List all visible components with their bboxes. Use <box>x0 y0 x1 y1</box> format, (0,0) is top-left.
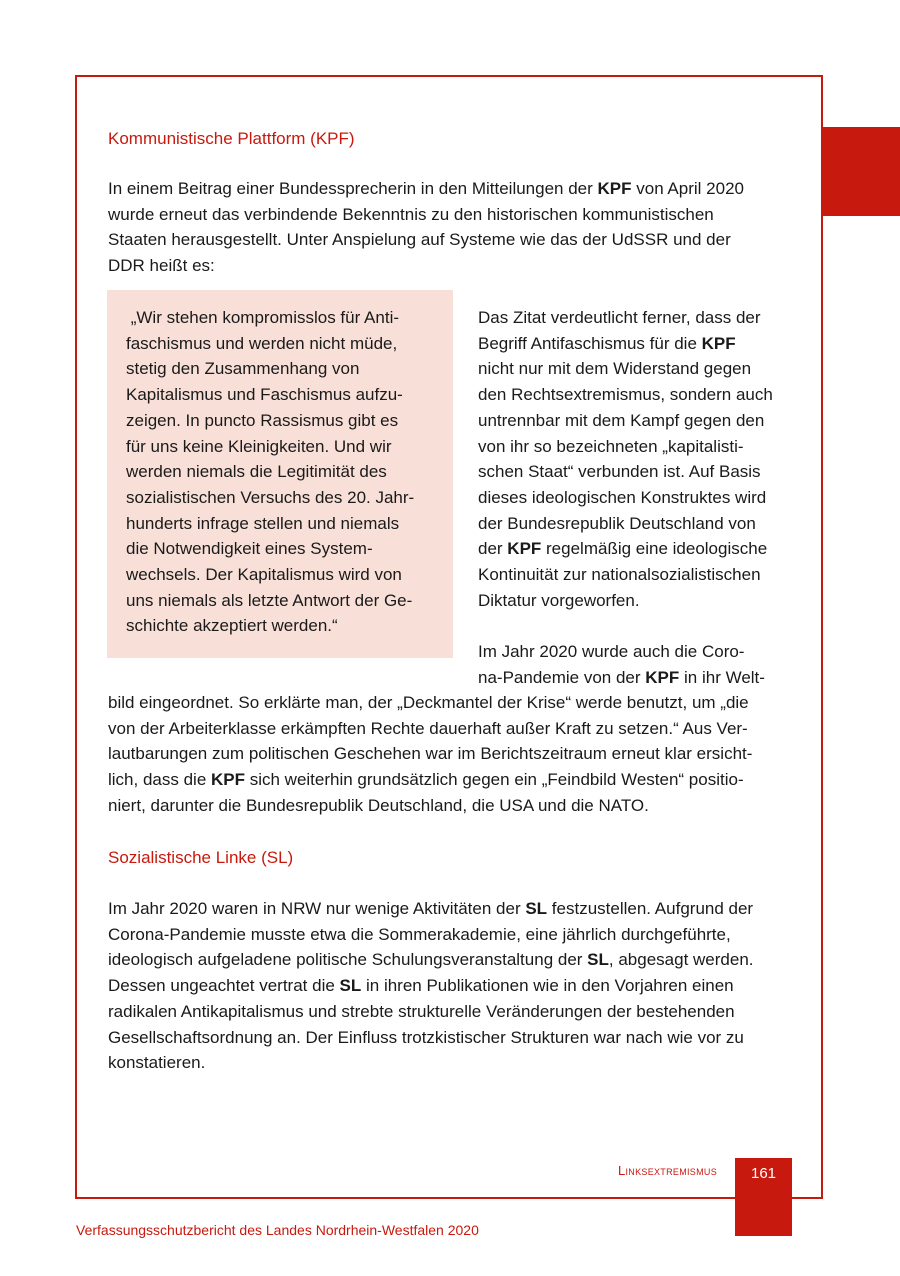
text-line: dieses ideologischen Konstruktes wird <box>478 487 767 507</box>
text-line: Gesellschaftsordnung an. Der Einfluss trotzkistischer Strukturen war nach wie vor zu <box>108 1027 744 1047</box>
section-heading-kpf: Kommunistische Plattform (KPF) <box>108 129 355 148</box>
text-line: uns niemals als letzte Antwort der Ge- <box>126 590 413 610</box>
kpf-right-column-text <box>478 305 803 691</box>
kpf-continuation-paragraph <box>108 690 808 819</box>
text-line: wechsels. Der Kapitalismus wird von <box>126 565 402 585</box>
text-line: Corona-Pandemie musste etwa die Sommerakademie, eine jährlich durchgeführte, <box>108 924 731 944</box>
text-line: stetig den Zusammenhang von <box>126 359 360 379</box>
text-line: schichte akzeptiert werden.“ <box>126 616 338 636</box>
text-line: Das Zitat verdeutlicht ferner, dass der <box>478 308 761 327</box>
text-line: Dessen ungeachtet vertrat die SL in ihren Publikationen wie in den Vorjahren einen <box>108 976 734 996</box>
text-line: lich, dass die KPF sich weiterhin grundsätzlich gegen ein „Feindbild Westen“ positio- <box>108 770 744 790</box>
sl-paragraph <box>108 896 808 1076</box>
text-line: Im Jahr 2020 wurde auch die Coro- <box>478 642 745 662</box>
text-line: Im Jahr 2020 waren in NRW nur wenige Aktivitäten der SL festzustellen. Aufgrund der <box>108 899 754 918</box>
bold-term: KPF <box>597 179 632 198</box>
text-line: von ihr so bezeichneten „kapitalisti- <box>478 436 744 456</box>
page-number: 161 <box>750 1165 777 1182</box>
text-line: wurde erneut das verbindende Bekenntnis zu den historischen kommunistischen <box>108 204 714 224</box>
text-line: die Notwendigkeit eines System- <box>126 539 373 559</box>
text-line <box>478 613 803 639</box>
bold-term: KPF <box>507 539 542 559</box>
text-line: lautbarungen zum politischen Geschehen war im Berichtszeitraum erneut klar ersicht- <box>108 744 753 764</box>
bold-term: SL <box>525 899 548 918</box>
text-line: Diktatur vorgeworfen. <box>478 590 640 610</box>
footer-section-label: Linksextremismus <box>617 1163 717 1178</box>
text-line: Kontinuität zur nationalsozialistischen <box>478 565 761 585</box>
text-line: bild eingeordnet. So erklärte man, der „Deckmantel der Krise“ werde benutzt, um „die <box>108 693 749 712</box>
text-line: „Wir stehen kompromisslos für Anti- <box>126 308 400 327</box>
footer-report-title: Verfassungsschutzbericht des Landes Nordrhein-Westfalen 2020 <box>76 1222 479 1238</box>
text-line: Staaten herausgestellt. Unter Anspielung auf Systeme wie das der UdSSR und der <box>108 230 731 250</box>
text-line: konstatieren. <box>108 1053 206 1073</box>
text-line: faschismus und werden nicht müde, <box>126 333 398 353</box>
text-line: untrennbar mit dem Kampf gegen den <box>478 410 765 430</box>
text-line: niert, darunter die Bundesrepublik Deutschland, die USA und die NATO. <box>108 795 649 815</box>
text-line: den Rechtsextremismus, sondern auch <box>478 385 773 405</box>
text-line: DDR heißt es: <box>108 256 215 276</box>
kpf-intro-paragraph <box>108 176 808 279</box>
kpf-quote-text <box>126 305 446 639</box>
text-line: Kapitalismus und Faschismus aufzu- <box>126 385 403 405</box>
text-line: radikalen Antikapitalismus und strebte strukturelle Veränderungen der bestehenden <box>108 1001 735 1021</box>
text-line: zeigen. In puncto Rassismus gibt es <box>126 410 399 430</box>
text-line: werden niemals die Legitimität des <box>126 462 387 482</box>
section-heading-sl: Sozialistische Linke (SL) <box>108 848 294 867</box>
bold-term: KPF <box>645 667 680 687</box>
text-line: von der Arbeiterklasse erkämpften Rechte dauerhaft außer Kraft zu setzen.“ Aus Ver- <box>108 718 748 738</box>
text-line: der Bundesrepublik Deutschland von <box>478 513 756 533</box>
text-line: der KPF regelmäßig eine ideologische <box>478 539 768 559</box>
text-line: hunderts infrage stellen und niemals <box>126 513 400 533</box>
bold-term: SL <box>587 950 609 970</box>
text-line: nicht nur mit dem Widerstand gegen <box>478 359 752 379</box>
text-line: In einem Beitrag einer Bundessprecherin in den Mitteilungen der KPF von April 2020 <box>108 179 744 198</box>
text-line: sozialistischen Versuchs des 20. Jahr- <box>126 487 415 507</box>
text-line: schen Staat“ verbunden ist. Auf Basis <box>478 462 761 482</box>
text-line: Begriff Antifaschismus für die KPF <box>478 333 736 353</box>
bold-term: KPF <box>701 333 736 353</box>
chapter-tab-marker <box>823 127 900 216</box>
bold-term: SL <box>339 976 362 996</box>
text-line: na-Pandemie von der KPF in ihr Welt- <box>478 667 765 687</box>
bold-term: KPF <box>211 770 245 790</box>
text-line: für uns keine Kleinigkeiten. Und wir <box>126 436 392 456</box>
text-line: ideologisch aufgeladene politische Schulungsveranstaltung der SL, abgesagt werden. <box>108 950 754 970</box>
